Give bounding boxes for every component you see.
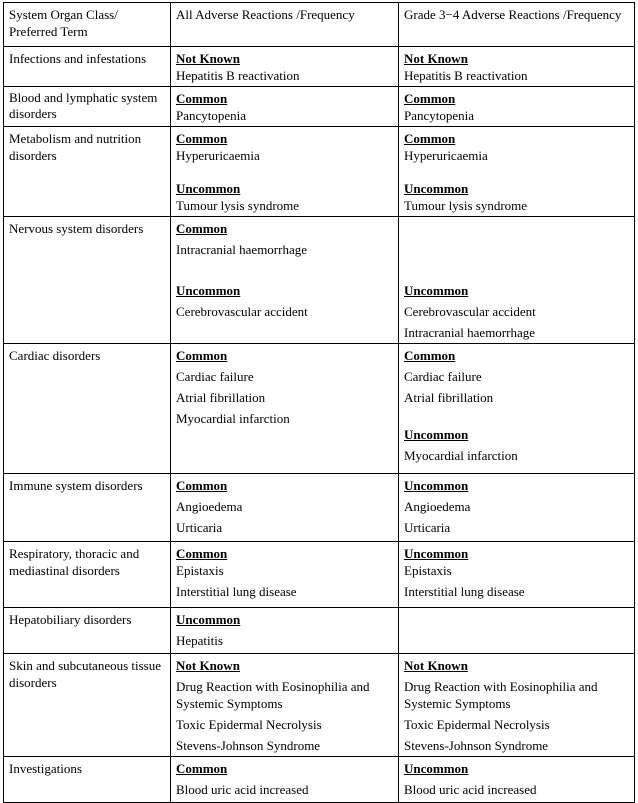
grade34-cell <box>399 654 635 757</box>
grade34-cell <box>399 757 635 803</box>
table-row <box>4 608 635 654</box>
all-cell <box>171 474 399 542</box>
term: Atrial fibrillation <box>176 390 266 405</box>
term: Drug Reaction with Eosinophilia and Systemic Symptoms <box>404 679 598 711</box>
all-cell <box>171 542 399 608</box>
frequency-label: Uncommon <box>404 546 469 561</box>
table-row <box>4 542 635 608</box>
term: Angioedema <box>176 499 243 514</box>
term: Epistaxis <box>404 563 452 578</box>
grade34-cell <box>399 608 635 654</box>
term: Toxic Epidermal Necrolysis <box>176 717 322 732</box>
term: Myocardial infarction <box>176 411 290 426</box>
frequency-label: Not Known <box>404 51 468 66</box>
term: Pancytopenia <box>176 108 247 123</box>
frequency-label: Common <box>176 91 228 106</box>
term: Intracranial haemorrhage <box>404 325 536 340</box>
frequency-label: Not Known <box>404 658 468 673</box>
term: Interstitial lung disease <box>404 584 525 599</box>
term: Cerebrovascular accident <box>176 304 308 319</box>
term: Hyperuricaemia <box>176 148 260 163</box>
frequency-label: Uncommon <box>404 761 469 776</box>
frequency-label: Uncommon <box>404 478 469 493</box>
soc-cell: Skin and subcutaneous tissue disorders <box>4 654 171 757</box>
frequency-label: Uncommon <box>404 283 469 298</box>
table-row <box>4 474 635 542</box>
term: Hepatitis B reactivation <box>176 68 300 83</box>
term: Cardiac failure <box>176 369 254 384</box>
frequency-label: Common <box>176 478 228 493</box>
soc-cell: Investigations <box>4 757 171 803</box>
term: Epistaxis <box>176 563 224 578</box>
frequency-label: Common <box>404 91 456 106</box>
grade34-cell <box>399 127 635 217</box>
table-row <box>4 217 635 344</box>
frequency-label: Uncommon <box>176 181 241 196</box>
grade34-cell <box>399 344 635 474</box>
term: Interstitial lung disease <box>176 584 297 599</box>
frequency-label: Common <box>176 221 228 236</box>
all-cell <box>171 757 399 803</box>
soc-cell: Hepatobiliary disorders <box>4 608 171 654</box>
term: Intracranial haemorrhage <box>176 242 308 257</box>
term: Tumour lysis syndrome <box>404 198 528 213</box>
term: Tumour lysis syndrome <box>176 198 300 213</box>
frequency-label: Common <box>176 348 228 363</box>
header-soc: System Organ Class/ Preferred Term <box>4 3 171 47</box>
table-row <box>4 344 635 474</box>
all-cell <box>171 47 399 87</box>
term: Angioedema <box>404 499 471 514</box>
term: Toxic Epidermal Necrolysis <box>404 717 550 732</box>
frequency-label: Uncommon <box>176 612 241 627</box>
frequency-label: Uncommon <box>404 181 469 196</box>
all-cell <box>171 87 399 127</box>
header-row <box>4 3 635 47</box>
adverse-reactions-table <box>3 2 635 803</box>
frequency-label: Uncommon <box>176 283 241 298</box>
soc-cell: Metabolism and nutrition disorders <box>4 127 171 217</box>
all-cell <box>171 344 399 474</box>
table-row <box>4 757 635 803</box>
grade34-cell <box>399 542 635 608</box>
table-row <box>4 127 635 217</box>
term: Myocardial infarction <box>404 448 518 463</box>
term: Hyperuricaemia <box>404 148 488 163</box>
frequency-label: Common <box>176 761 228 776</box>
soc-cell: Infections and infestations <box>4 47 171 87</box>
term: Blood uric acid increased <box>404 782 537 797</box>
frequency-label: Common <box>404 348 456 363</box>
header-grade34: Grade 3−4 Adverse Reactions /Frequency <box>399 3 635 47</box>
grade34-cell <box>399 217 635 344</box>
term: Cerebrovascular accident <box>404 304 536 319</box>
all-cell <box>171 654 399 757</box>
all-cell <box>171 127 399 217</box>
soc-cell: Immune system disorders <box>4 474 171 542</box>
table-row <box>4 87 635 127</box>
term: Cardiac failure <box>404 369 482 384</box>
term: Pancytopenia <box>404 108 475 123</box>
grade34-cell <box>399 474 635 542</box>
term: Atrial fibrillation <box>404 390 494 405</box>
grade34-cell <box>399 47 635 87</box>
grade34-cell <box>399 87 635 127</box>
frequency-label: Common <box>176 131 228 146</box>
term: Drug Reaction with Eosinophilia and Systemic Symptoms <box>176 679 370 711</box>
header-all: All Adverse Reactions /Frequency <box>171 3 399 47</box>
term: Hepatitis <box>176 633 223 648</box>
table-row <box>4 654 635 757</box>
term: Urticaria <box>404 520 451 535</box>
term: Urticaria <box>176 520 223 535</box>
table-row <box>4 47 635 87</box>
term: Stevens-Johnson Syndrome <box>176 738 321 753</box>
term: Blood uric acid increased <box>176 782 309 797</box>
frequency-label: Uncommon <box>404 427 469 442</box>
soc-cell: Respiratory, thoracic and mediastinal disorders <box>4 542 171 608</box>
frequency-label: Common <box>404 131 456 146</box>
soc-cell: Nervous system disorders <box>4 217 171 344</box>
term: Hepatitis B reactivation <box>404 68 528 83</box>
frequency-label: Not Known <box>176 51 240 66</box>
frequency-label: Common <box>176 546 228 561</box>
soc-cell: Cardiac disorders <box>4 344 171 474</box>
all-cell <box>171 608 399 654</box>
soc-cell: Blood and lymphatic system disorders <box>4 87 171 127</box>
term: Stevens-Johnson Syndrome <box>404 738 549 753</box>
all-cell <box>171 217 399 344</box>
frequency-label: Not Known <box>176 658 240 673</box>
